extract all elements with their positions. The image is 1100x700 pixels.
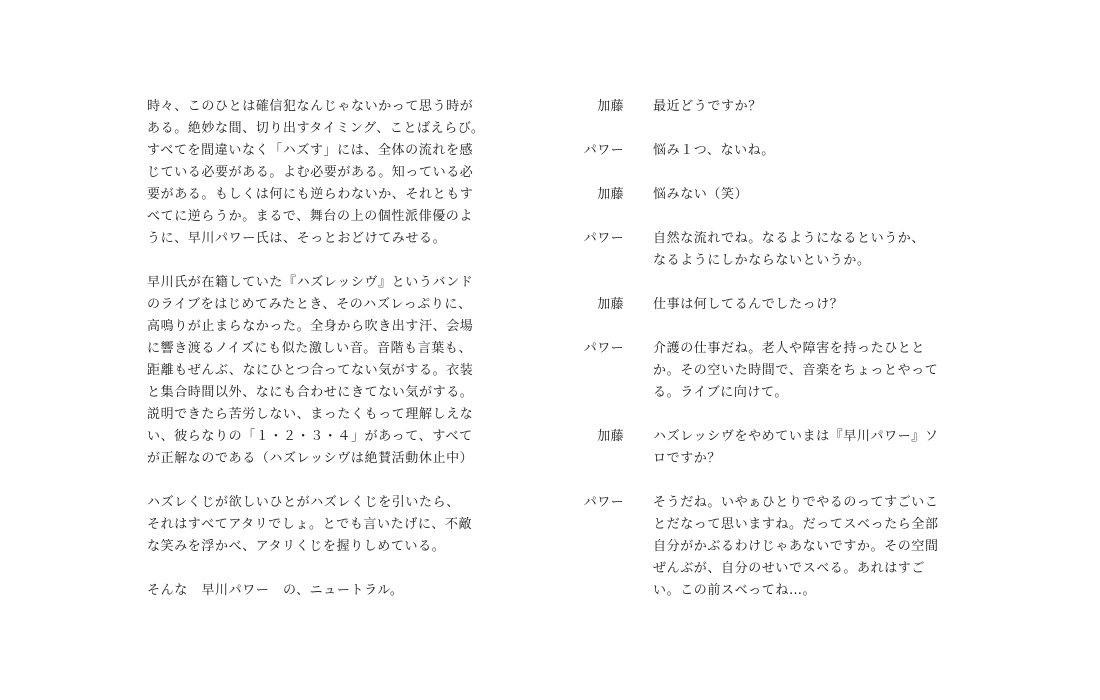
- utterance: [653, 184, 748, 206]
- essay-line: ハズレくじが欲しいひとがハズレくじを引いたら、: [147, 495, 460, 510]
- speaker-label: パワー: [583, 231, 624, 246]
- interview-column: [570, 96, 970, 624]
- essay-line: な笑みを浮かべ、アタリくじを握りしめている。: [147, 539, 446, 554]
- utterance-line: 悩み１つ、ないね。: [653, 143, 775, 158]
- utterance: [653, 338, 938, 404]
- essay-line: と集合時間以外、なにも合わせにきてない気がする。: [147, 385, 474, 400]
- essay-line: 早川氏が在籍していた『ハズレッシヴ』というバンド: [147, 275, 474, 290]
- utterance: [653, 96, 762, 118]
- utterance-line: 仕事は何してるんでしたっけ？: [653, 297, 844, 312]
- essay-line: に響き渡るノイズにも似た激しい音。音階も言葉も、: [147, 341, 473, 356]
- interview-turn: [570, 228, 970, 272]
- utterance: [653, 492, 939, 602]
- utterance-line: 悩みない（笑）: [653, 187, 749, 202]
- utterance: [653, 294, 843, 316]
- utterance-line: とだなって思いますね。だってスベったら全部: [653, 517, 939, 532]
- essay-line: すべてを間違いなく「ハズす」には、全体の流れを感: [147, 143, 474, 158]
- utterance-line: 自分がかぶるわけじゃあないですか。その空間: [653, 539, 939, 554]
- speaker-label: 加藤: [597, 297, 624, 312]
- essay-line: 説明できたら苦労しない、まったくもって理解しえな: [147, 407, 474, 422]
- utterance-line: ぜんぶが、自分のせいでスベる。あれはすご: [653, 561, 926, 576]
- utterance-line: 自然な流れでね。なるようになるというか、: [653, 231, 926, 246]
- interview-turn: [570, 338, 970, 404]
- utterance-line: 最近どうですか？: [653, 99, 762, 114]
- essay-line: 高鳴りが止まらなかった。全身から吹き出す汗、会場: [147, 319, 474, 334]
- essay-line: べてに逆らうか。まるで、舞台の上の個性派俳優のよ: [147, 209, 474, 224]
- essay-paragraph-1: [147, 96, 497, 250]
- essay-line: そんな 早川パワー の、ニュートラル。: [147, 583, 404, 598]
- interview-turn: [570, 140, 970, 162]
- speaker-label: 加藤: [597, 99, 624, 114]
- essay-line: が正解なのである（ハズレッシヴは絶賛活動休止中）: [147, 451, 474, 466]
- utterance: [653, 140, 775, 162]
- essay-line: 時々、このひとは確信犯なんじゃないかって思う時が: [147, 99, 474, 114]
- utterance-line: か。その空いた時間で、音楽をちょっとやって: [653, 363, 939, 378]
- utterance-line: い。この前スベってね…。: [653, 583, 817, 598]
- utterance-line: そうだね。いやぁひとりでやるのってすごいこ: [653, 495, 939, 510]
- utterance-line: なるようにしかならないというか。: [653, 253, 871, 268]
- interview-turn: [570, 492, 970, 602]
- speaker-label: 加藤: [597, 187, 624, 202]
- essay-line: それはすべてアタリでしょ。とでも言いたげに、不敵: [147, 517, 473, 532]
- essay-line: い、彼らなりの「１・２・３・４」があって、すべて: [147, 429, 473, 444]
- interview-turn: [570, 96, 970, 118]
- utterance-line: る。ライブに向けて。: [653, 385, 788, 400]
- essay-line: じている必要がある。よむ必要がある。知っている必: [147, 165, 474, 180]
- essay-line: うに、早川パワー氏は、そっとおどけてみせる。: [147, 231, 447, 246]
- essay-paragraph-3: [147, 492, 497, 558]
- essay-paragraph-4: [147, 580, 497, 602]
- essay-paragraph-2: [147, 272, 497, 470]
- utterance-line: 介護の仕事だね。老人や障害を持ったひとと: [653, 341, 926, 356]
- speaker-label: 加藤: [597, 429, 624, 444]
- utterance: [653, 228, 925, 272]
- essay-line: 要がある。もしくは何にも逆らわないか、それともす: [147, 187, 474, 202]
- speaker-label: パワー: [583, 341, 624, 356]
- utterance-line: ロですか？: [653, 451, 722, 466]
- essay-column: [147, 96, 497, 624]
- utterance-line: ハズレッシヴをやめていまは『早川パワー』ソ: [653, 429, 939, 444]
- utterance: [653, 426, 938, 470]
- speaker-label: パワー: [583, 143, 624, 158]
- essay-line: ある。絶妙な間、切り出すタイミング、ことばえらび。: [147, 121, 485, 136]
- essay-line: 距離もぜんぶ、なにひとつ合ってない気がする。衣装: [147, 363, 474, 378]
- interview-turn: [570, 426, 970, 470]
- speaker-label: パワー: [583, 495, 624, 510]
- interview-turn: [570, 294, 970, 316]
- essay-line: のライブをはじめてみたとき、そのハズレっぷりに、: [147, 297, 472, 312]
- interview-turn: [570, 184, 970, 206]
